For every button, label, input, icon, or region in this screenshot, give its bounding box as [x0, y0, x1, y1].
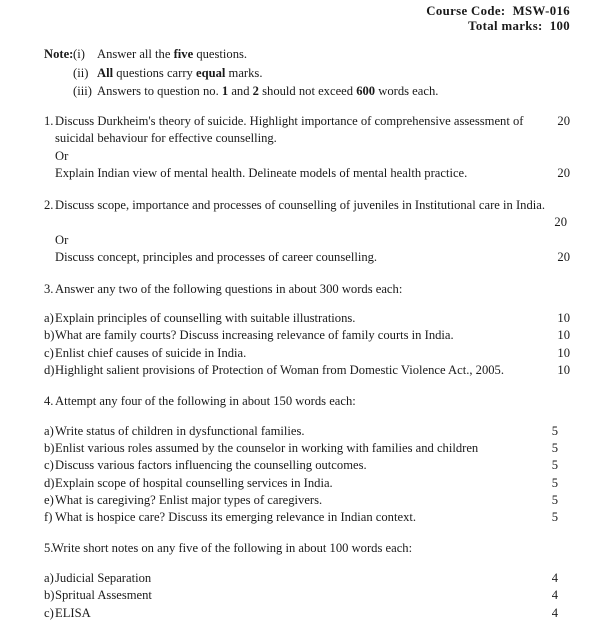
subitem-marks: 5 — [551, 458, 558, 473]
question-2-marks: 20 — [554, 215, 567, 229]
list-item — [30, 362, 570, 379]
subitem-text: Explain scope of hospital counselling services in India. — [55, 475, 333, 490]
subitem-text: Judicial Separation — [55, 570, 152, 585]
list-item — [30, 587, 570, 604]
question-3 — [30, 281, 570, 380]
subitem-marks: 5 — [551, 492, 558, 507]
list-item — [30, 605, 570, 622]
spacer — [30, 558, 570, 570]
list-item — [30, 345, 570, 362]
exam-header — [30, 4, 570, 34]
note-block — [30, 45, 570, 101]
question-1-main — [30, 113, 570, 148]
subitem-marks: 5 — [551, 510, 558, 525]
note-item-number: (i) — [73, 47, 85, 61]
subitem-letter: d) — [44, 362, 55, 377]
spacer — [30, 526, 570, 540]
question-2 — [30, 197, 570, 267]
subitem-letter: b) — [44, 588, 55, 603]
subitem-text: What are family courts? Discuss increasing relevance of family courts in India. — [55, 328, 454, 343]
question-4-number: 4. — [44, 394, 54, 409]
note-text-part: should not exceed — [258, 84, 357, 98]
subitem-text: What is caregiving? Enlist major types of caregivers. — [55, 492, 323, 507]
subitem-letter: a) — [44, 570, 54, 585]
spacer — [30, 379, 570, 393]
subitem-letter: b) — [44, 440, 55, 455]
spacer — [30, 101, 570, 113]
spacer — [30, 267, 570, 281]
note-item-number: (ii) — [73, 65, 89, 80]
or-label: Or — [55, 232, 69, 247]
question-2-alt-marks: 20 — [557, 250, 570, 264]
note-text-emphasis: 2 — [252, 84, 259, 98]
note-text-part: Answer all the — [97, 47, 174, 61]
subitem-letter: e) — [44, 492, 54, 507]
subitem-marks: 10 — [557, 328, 570, 343]
question-1-body — [55, 113, 570, 148]
question-3-text: Answer any two of the following questions in about 300 words each: — [55, 281, 403, 296]
list-item — [30, 310, 570, 327]
subitem-marks: 10 — [557, 345, 570, 360]
question-4 — [30, 393, 570, 526]
note-text-part: Answers to question no. — [97, 84, 222, 98]
question-5 — [30, 540, 570, 621]
question-1 — [30, 113, 570, 183]
note-text-part: and — [228, 84, 253, 98]
question-5-subitems — [30, 570, 570, 622]
spacer — [30, 411, 570, 423]
subitem-letter: c) — [44, 345, 54, 360]
question-1-alt-text: Explain Indian view of mental health. Delineate models of mental health practice. — [55, 166, 468, 180]
question-4-main — [30, 393, 570, 411]
subitem-letter: a) — [44, 423, 54, 438]
list-item — [30, 327, 570, 344]
subitem-letter: b) — [44, 328, 55, 343]
question-1-or — [30, 148, 570, 166]
note-text-part: questions. — [193, 47, 248, 61]
question-2-main — [30, 197, 570, 232]
question-1-number: 1. — [44, 113, 54, 128]
subitem-marks: 5 — [551, 440, 558, 455]
subitem-text: What is hospice care? Discuss its emerging relevance in Indian context. — [55, 510, 417, 525]
subitem-text: Spritual Assesment — [55, 588, 152, 603]
list-item — [30, 423, 570, 440]
subitem-marks: 5 — [551, 423, 558, 438]
subitem-letter: d) — [44, 475, 55, 490]
subitem-letter: c) — [44, 458, 54, 473]
subitem-letter: c) — [44, 605, 54, 620]
note-item — [30, 45, 570, 64]
question-3-number: 3. — [44, 281, 54, 296]
subitem-marks: 5 — [551, 475, 558, 490]
subitem-marks: 10 — [557, 362, 570, 377]
subitem-marks: 4 — [551, 605, 558, 620]
note-item-text — [97, 82, 570, 101]
subitem-letter: f) — [44, 510, 53, 525]
question-4-subitems — [30, 423, 570, 527]
question-1-alternative — [30, 165, 570, 183]
question-2-alt-text: Discuss concept, principles and processes of career counselling. — [55, 250, 378, 264]
note-text-emphasis: All — [97, 65, 114, 80]
question-4-text: Attempt any four of the following in about 150 words each: — [55, 394, 356, 409]
list-item — [30, 492, 570, 509]
subitem-text: ELISA — [55, 605, 91, 620]
note-text-part: questions carry — [113, 65, 196, 80]
note-item-text — [97, 45, 570, 64]
list-item — [30, 475, 570, 492]
subitem-text: Enlist various roles assumed by the counselor in working with families and children — [55, 440, 479, 455]
question-5-text: Write short notes on any five of the following in about 100 words each: — [52, 541, 413, 556]
note-text-emphasis: five — [173, 47, 194, 61]
note-text-emphasis: 600 — [356, 84, 376, 98]
question-1-alt-marks: 20 — [557, 166, 570, 180]
subitem-letter: a) — [44, 311, 54, 325]
subitem-marks: 4 — [551, 570, 558, 585]
note-text-part: marks. — [225, 65, 263, 80]
question-2-number: 2. — [44, 197, 54, 212]
subitem-text: Discuss various factors influencing the counselling outcomes. — [55, 458, 367, 473]
question-2-or — [30, 232, 570, 250]
spacer — [30, 298, 570, 310]
note-label: Note: — [44, 47, 74, 61]
subitem-text: Write status of children in dysfunctional families. — [55, 423, 305, 438]
note-text-part: words each. — [375, 84, 439, 98]
question-3-subitems — [30, 310, 570, 379]
subitem-marks: 10 — [557, 311, 570, 325]
list-item — [30, 570, 570, 587]
question-2-alternative — [30, 249, 570, 267]
question-2-body — [55, 197, 570, 232]
question-5-main — [30, 540, 570, 558]
spacer — [30, 183, 570, 197]
note-item-text — [97, 64, 570, 83]
note-item — [30, 82, 570, 101]
question-2-text: Discuss scope, importance and processes of counselling of juveniles in Institutional care in India. — [55, 197, 545, 212]
question-5-number: 5. — [44, 541, 54, 556]
question-1-marks: 20 — [557, 113, 570, 128]
list-item — [30, 457, 570, 474]
note-text-emphasis: 1 — [221, 84, 229, 98]
question-3-main — [30, 281, 570, 299]
note-item-number: (iii) — [73, 84, 92, 98]
question-1-text: Discuss Durkheim's theory of suicide. Highlight importance of comprehensive assessment of suicidal behaviour for effective counselling. — [55, 113, 524, 145]
subitem-marks: 4 — [551, 588, 558, 603]
total-marks: Total marks: 100 — [468, 19, 570, 33]
note-text-emphasis: equal — [195, 65, 226, 80]
subitem-text: Enlist chief causes of suicide in India. — [55, 345, 247, 360]
list-item — [30, 440, 570, 457]
or-label: Or — [55, 148, 69, 163]
note-item — [30, 64, 570, 83]
course-code: Course Code: MSW-016 — [426, 4, 570, 18]
subitem-text: Explain principles of counselling with suitable illustrations. — [55, 311, 356, 325]
list-item — [30, 509, 570, 526]
subitem-text: Highlight salient provisions of Protection of Woman from Domestic Violence Act., 2005. — [55, 362, 504, 377]
